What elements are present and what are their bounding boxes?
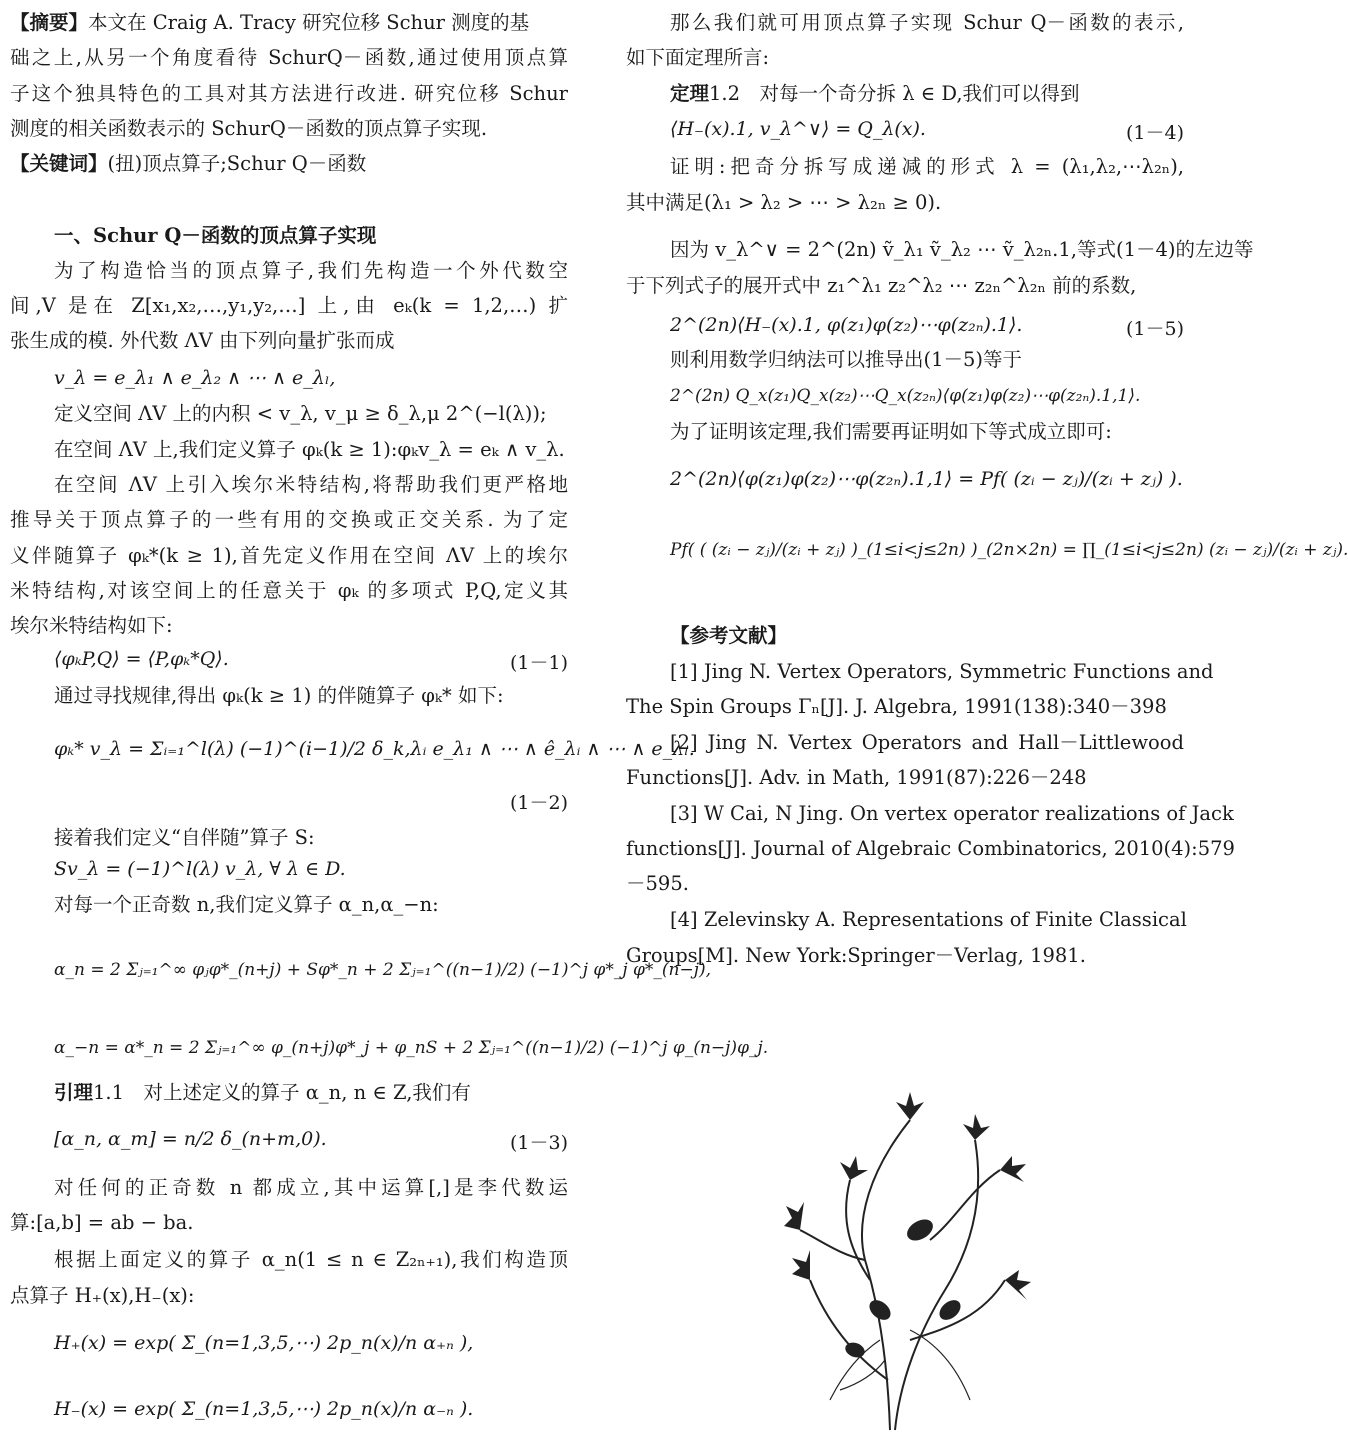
keywords-text: (扭)顶点算子;Schur Q－函数 bbox=[107, 152, 367, 175]
ref-4-line-2: Groups[M]. New York:Springer－Verlag, 1981. bbox=[626, 944, 1086, 967]
para4-line-2: 点算子 H₊(x),H₋(x): bbox=[10, 1284, 195, 1307]
ref-1-line-1: [1] Jing N. Vertex Operators, Symmetric Functions and bbox=[670, 660, 1214, 683]
equation-induction: 2^(2n) Q_x(z₁)Q_x(z₂)⋯Q_x(z₂ₙ)⟨φ(z₁)φ(z₂)⋯φ(z₂ₙ).1,1⟩. bbox=[670, 386, 1141, 406]
ref-2-line-2: Functions[J]. Adv. in Math, 1991(87):226－248 bbox=[626, 766, 1087, 789]
para2-line-2: 推导关于顶点算子的一些有用的交换或正交关系. 为了定 bbox=[10, 508, 568, 531]
para4-line-1: 根据上面定义的算子 α_n(1 ≤ n ∈ Z₂ₙ₊₁),我们构造顶 bbox=[54, 1248, 568, 1271]
equation-H-minus: H₋(x) = exp( Σ_(n=1,3,5,⋯) 2p_n(x)/n α₋ₙ ). bbox=[54, 1398, 474, 1420]
equation-pfaffian-1: 2^(2n)⟨φ(z₁)φ(z₂)⋯φ(z₂ₙ).1,1⟩ = Pf( (zᵢ − zⱼ)/(zᵢ + zⱼ) ). bbox=[670, 468, 1183, 490]
prove-line: 为了证明该定理,我们需要再证明如下等式成立即可: bbox=[670, 420, 1112, 443]
keywords-line bbox=[10, 146, 568, 182]
coef-line-2: 于下列式子的展开式中 z₁^λ₁ z₂^λ₂ ⋯ z₂ₙ^λ₂ₙ 前的系数, bbox=[626, 274, 1137, 297]
equation-alpha-n: α_n = 2 Σⱼ₌₁^∞ φⱼφ*_(n+j) + Sφ*_n + 2 Σⱼ₌₁^((n−1)/2) (−1)^j φ*_j φ*_(n−j), bbox=[54, 960, 712, 980]
equation-number-1-1: (1－1) bbox=[509, 652, 568, 674]
ref-4-line-1: [4] Zelevinsky A. Representations of Finite Classical bbox=[670, 908, 1187, 931]
phi-operator-line: 在空间 ΛV 上,我们定义算子 φₖ(k ≥ 1):φₖv_λ = eₖ ∧ v_λ. bbox=[54, 438, 565, 461]
equation-1-4: ⟨H₋(x).1, v_λ^∨⟩ = Q_λ(x). bbox=[670, 118, 926, 140]
abstract-line-1 bbox=[10, 5, 568, 41]
para2-line-4: 米特结构,对该空间上的任意关于 φₖ 的多项式 P,Q,定义其 bbox=[10, 579, 568, 602]
ref-3-line-1: [3] W Cai, N Jing. On vertex operator realizations of Jack bbox=[670, 802, 1234, 825]
para2-line-1: 在空间 ΛV 上引入埃尔米特结构,将帮助我们更严格地 bbox=[54, 473, 568, 496]
equation-1-5: 2^(2n)⟨H₋(x).1, φ(z₁)φ(z₂)⋯φ(z₂ₙ).1⟩. bbox=[670, 314, 1023, 336]
ref-3-line-3: －595. bbox=[626, 872, 689, 895]
proof-line-1: 证明:把奇分拆写成递减的形式 λ = (λ₁,λ₂,⋯λ₂ₙ), bbox=[670, 155, 1184, 178]
induction-line: 则利用数学归纳法可以推导出(1－5)等于 bbox=[670, 348, 1023, 371]
keywords-label: 【关键词】 bbox=[10, 152, 108, 175]
equation-1-2: φₖ* v_λ = Σᵢ₌₁^l(λ) (−1)^(i−1)/2 δ_k,λᵢ e_λ₁ ∧ ⋯ ∧ ê_λᵢ ∧ ⋯ ∧ e_λₗ. bbox=[54, 738, 695, 760]
para2-line-5: 埃尔米特结构如下: bbox=[10, 614, 173, 637]
abstract-line-4: 测度的相关函数表示的 SchurQ－函数的顶点算子实现. bbox=[10, 117, 488, 140]
equation-1-3: [α_n, α_m] = n/2 δ_(n+m,0). bbox=[54, 1128, 327, 1150]
para1-line-3: 张生成的模. 外代数 ΛV 由下列向量扩张而成 bbox=[10, 329, 395, 352]
self-adjoint-line: 接着我们定义“自伴随”算子 S: bbox=[54, 826, 315, 849]
para2-line-3: 义伴随算子 φₖ*(k ≥ 1),首先定义作用在空间 ΛV 上的埃尔 bbox=[10, 544, 568, 567]
abstract-line-3: 子这个独具特色的工具对其方法进行改进. 研究位移 Schur bbox=[10, 82, 568, 105]
theorem-text: 1.2 对每一个奇分拆 λ ∈ D,我们可以得到 bbox=[709, 82, 1080, 105]
para3-line-1: 对任何的正奇数 n 都成立,其中运算[,]是李代数运 bbox=[54, 1176, 568, 1199]
bellflower-illustration bbox=[770, 1080, 1040, 1430]
proof-line-2: 其中满足(λ₁ > λ₂ > ⋯ > λ₂ₙ ≥ 0). bbox=[626, 191, 942, 214]
abstract-label: 【摘要】 bbox=[10, 11, 89, 34]
para1-line-1: 为了构造恰当的顶点算子,我们先构造一个外代数空 bbox=[54, 259, 568, 282]
theorem-label: 定理 bbox=[670, 82, 710, 105]
para1-line-2: 间,V 是在 Z[x₁,x₂,…,y₁,y₂,…] 上,由 eₖ(k = 1,2,…) 扩 bbox=[10, 294, 568, 317]
coef-line-1: 因为 v_λ^∨ = 2^(2n) ṽ_λ₁ ṽ_λ₂ ⋯ ṽ_λ₂ₙ.1,等式(1－4)的左边等 bbox=[670, 238, 1254, 261]
lemma-line bbox=[10, 1075, 568, 1111]
alpha-definition-line: 对每一个正奇数 n,我们定义算子 α_n,α_−n: bbox=[54, 893, 439, 916]
equation-H-plus: H₊(x) = exp( Σ_(n=1,3,5,⋯) 2p_n(x)/n α₊ₙ ), bbox=[54, 1332, 474, 1354]
lemma-text: 1.1 对上述定义的算子 α_n, n ∈ Z,我们有 bbox=[93, 1081, 471, 1104]
theorem-line bbox=[626, 76, 1184, 112]
inner-product-line: 定义空间 ΛV 上的内积 < v_λ, v_μ ≥ δ_λ,μ 2^(−l(λ)); bbox=[54, 402, 547, 425]
para3-line-2: 算:[a,b] = ab − ba. bbox=[10, 1211, 194, 1234]
equation-number-1-5: (1－5) bbox=[1125, 318, 1184, 340]
references-title: 【参考文献】 bbox=[670, 624, 788, 647]
ref-1-line-2: The Spin Groups Γₙ[J]. J. Algebra, 1991(138):340－398 bbox=[626, 695, 1167, 718]
equation-number-1-2: (1－2) bbox=[509, 792, 568, 814]
intro-line-2: 如下面定理所言: bbox=[626, 46, 770, 69]
equation-number-1-3: (1－3) bbox=[509, 1132, 568, 1154]
equation-S: Sv_λ = (−1)^l(λ) v_λ, ∀ λ ∈ D. bbox=[54, 858, 346, 880]
ref-3-line-2: functions[J]. Journal of Algebraic Combinatorics, 2010(4):579 bbox=[626, 837, 1235, 860]
adjoint-line: 通过寻找规律,得出 φₖ(k ≥ 1) 的伴随算子 φₖ* 如下: bbox=[54, 684, 504, 707]
equation-alpha-minus-n: α_−n = α*_n = 2 Σⱼ₌₁^∞ φ_(n+j)φ*_j + φ_nS + 2 Σⱼ₌₁^((n−1)/2) (−1)^j φ_(n−j)φ_j. bbox=[54, 1038, 769, 1058]
intro-line-1: 那么我们就可用顶点算子实现 Schur Q－函数的表示, bbox=[670, 11, 1184, 34]
ref-2-line-1: [2] Jing N. Vertex Operators and Hall－Littlewood bbox=[670, 731, 1184, 754]
equation-number-1-4: (1－4) bbox=[1125, 122, 1184, 144]
lemma-label: 引理 bbox=[54, 1081, 94, 1104]
equation-v-lambda: v_λ = e_λ₁ ∧ e_λ₂ ∧ ⋯ ∧ e_λₗ, bbox=[54, 367, 336, 389]
abstract-text: 本文在 Craig A. Tracy 研究位移 Schur 测度的基 bbox=[88, 11, 530, 34]
abstract-line-2: 础之上,从另一个角度看待 SchurQ－函数,通过使用顶点算 bbox=[10, 46, 568, 69]
equation-1-1: ⟨φₖP,Q⟩ = ⟨P,φₖ*Q⟩. bbox=[54, 648, 229, 670]
section-title: 一、Schur Q－函数的顶点算子实现 bbox=[54, 224, 377, 247]
equation-pfaffian-2: Pf( ( (zᵢ − zⱼ)/(zᵢ + zⱼ) )_(1≤i<j≤2n) )_(2n×2n) = ∏_(1≤i<j≤2n) (zᵢ − zⱼ)/(zᵢ + zⱼ). bbox=[670, 540, 1348, 560]
